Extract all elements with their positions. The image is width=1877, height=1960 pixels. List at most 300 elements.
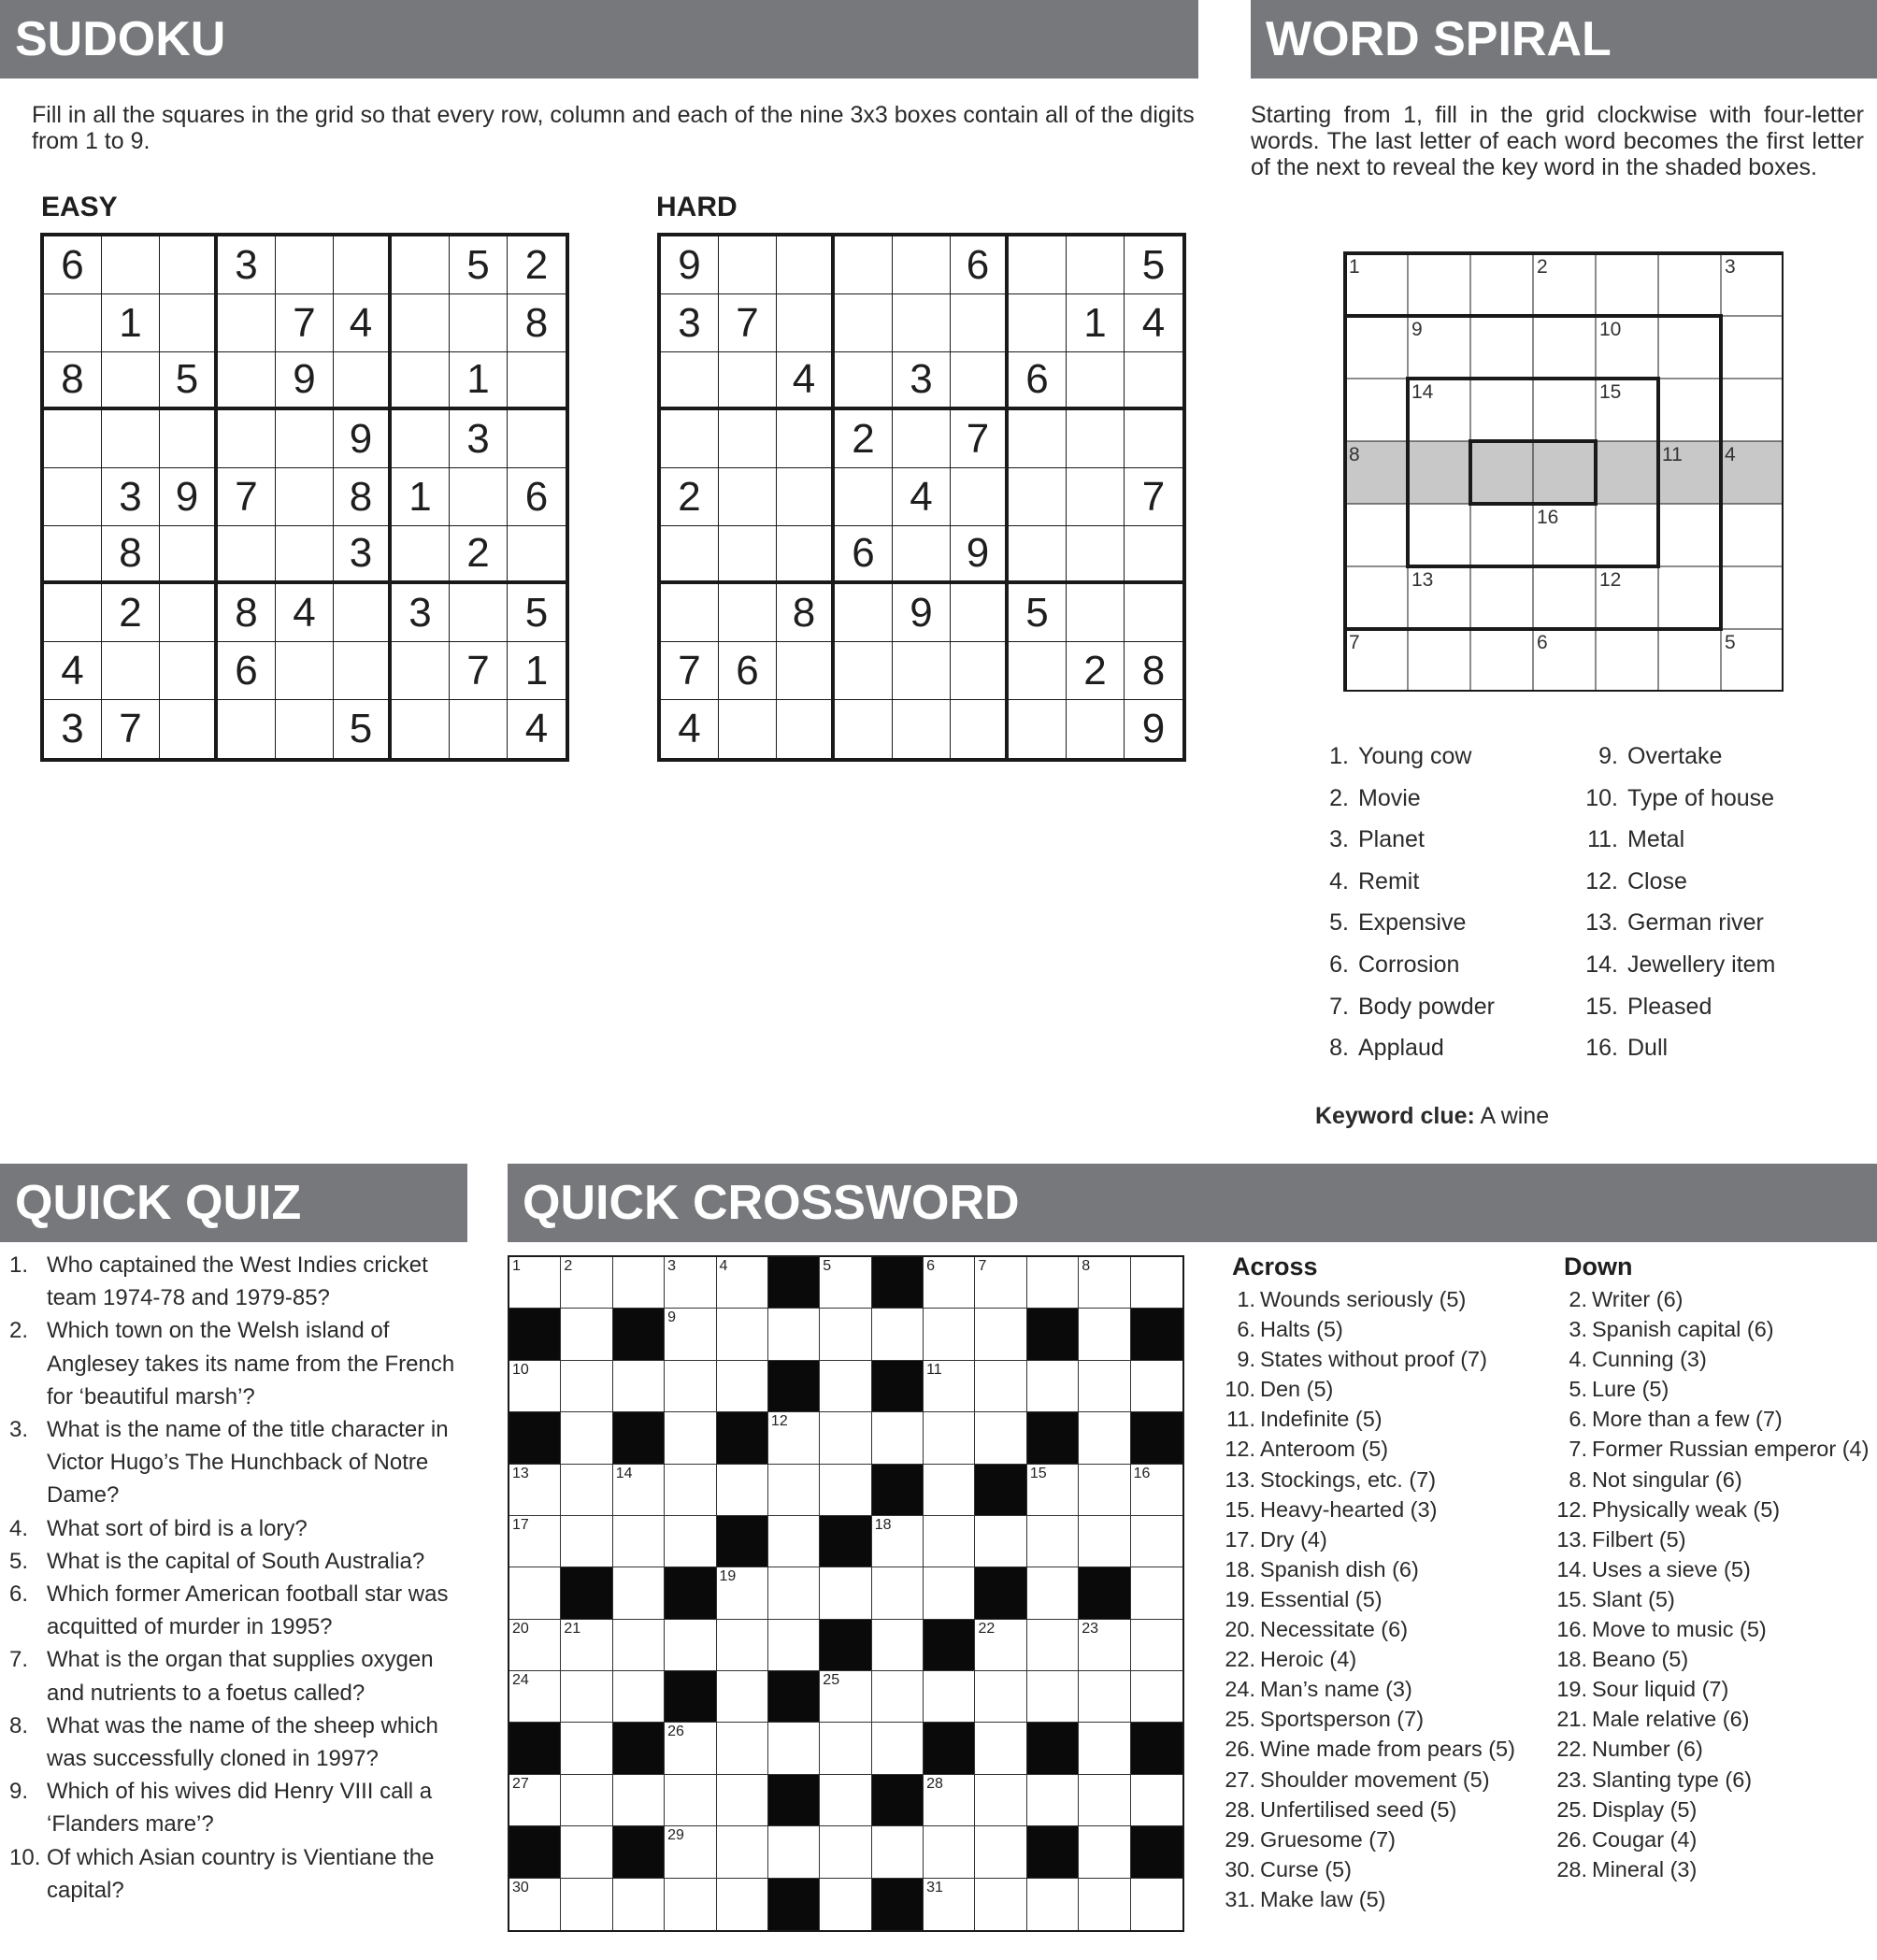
crossword-cell[interactable] (975, 1775, 1026, 1826)
easy-sudoku-cell[interactable] (276, 526, 334, 584)
crossword-cell[interactable] (1027, 1257, 1079, 1309)
hard-sudoku-cell[interactable] (777, 700, 835, 758)
easy-sudoku-cell[interactable]: 9 (160, 468, 218, 526)
hard-sudoku-cell[interactable]: 8 (1125, 642, 1182, 700)
crossword-cell[interactable] (665, 1826, 716, 1878)
crossword-cell[interactable] (1079, 1412, 1130, 1464)
crossword-cell[interactable] (665, 1775, 716, 1826)
quick-crossword-banner: QUICK CROSSWORD (508, 1164, 1877, 1242)
easy-sudoku-cell[interactable] (334, 352, 392, 410)
easy-sudoku-cell[interactable] (44, 410, 102, 468)
easy-sudoku-cell[interactable] (276, 700, 334, 758)
crossword-cell[interactable] (768, 1412, 820, 1464)
hard-sudoku-cell[interactable] (777, 236, 835, 294)
hard-sudoku-cell[interactable]: 7 (951, 410, 1009, 468)
crossword-cell[interactable] (1131, 1567, 1182, 1619)
crossword-cell[interactable] (872, 1516, 924, 1567)
crossword-cell[interactable] (1131, 1671, 1182, 1723)
easy-sudoku-cell[interactable] (102, 642, 160, 700)
hard-sudoku-cell[interactable] (1009, 526, 1067, 584)
crossword-black-square (1131, 1309, 1182, 1360)
easy-sudoku-cell[interactable] (160, 700, 218, 758)
crossword-cell[interactable] (561, 1361, 612, 1412)
easy-sudoku-cell[interactable] (218, 294, 276, 352)
hard-sudoku-cell[interactable] (1125, 352, 1182, 410)
crossword-cell[interactable] (820, 1567, 871, 1619)
crossword-cell[interactable] (1131, 1620, 1182, 1671)
crossword-cell[interactable] (924, 1671, 975, 1723)
easy-sudoku-cell[interactable] (392, 526, 450, 584)
hard-sudoku-cell[interactable]: 3 (893, 352, 951, 410)
crossword-cell[interactable] (1027, 1620, 1079, 1671)
hard-sudoku-cell[interactable]: 2 (1067, 642, 1125, 700)
hard-sudoku-cell[interactable] (1125, 410, 1182, 468)
crossword-cell[interactable] (820, 1412, 871, 1464)
easy-sudoku-cell[interactable]: 2 (450, 526, 508, 584)
easy-sudoku-cell[interactable] (450, 294, 508, 352)
hard-sudoku-cell[interactable]: 6 (1009, 352, 1067, 410)
easy-sudoku-cell[interactable] (392, 700, 450, 758)
crossword-cell[interactable] (665, 1620, 716, 1671)
crossword-cell[interactable] (717, 1567, 768, 1619)
crossword-cell[interactable] (613, 1465, 665, 1516)
hard-sudoku-cell[interactable] (1125, 526, 1182, 584)
crossword-cell[interactable] (561, 1775, 612, 1826)
hard-sudoku-cell[interactable]: 9 (1141, 706, 1166, 751)
hard-sudoku-cell[interactable]: 1 (1067, 294, 1125, 352)
easy-sudoku-cell[interactable]: 8 (334, 468, 392, 526)
easy-sudoku-cell[interactable] (160, 526, 218, 584)
crossword-cell[interactable] (509, 1879, 561, 1930)
easy-sudoku-cell[interactable]: 9 (334, 410, 392, 468)
easy-sudoku-cell[interactable] (102, 410, 160, 468)
down-clue-number: 28. (1556, 1856, 1587, 1881)
crossword-cell[interactable] (924, 1516, 975, 1567)
crossword-cell[interactable] (872, 1567, 924, 1619)
easy-sudoku-cell[interactable] (392, 352, 450, 410)
crossword-cell[interactable] (1027, 1879, 1079, 1930)
hard-sudoku-cell[interactable] (777, 410, 835, 468)
hard-sudoku-cell[interactable]: 9 (951, 526, 1009, 584)
easy-sudoku-cell[interactable]: 1 (102, 294, 160, 352)
easy-sudoku-cell[interactable] (218, 526, 276, 584)
crossword-cell[interactable] (1079, 1879, 1130, 1930)
hard-sudoku-cell[interactable] (1067, 700, 1125, 758)
crossword-cell[interactable] (561, 1879, 612, 1930)
crossword-cell[interactable] (613, 1879, 665, 1930)
hard-sudoku-cell[interactable] (661, 584, 719, 642)
crossword-cell[interactable] (975, 1412, 1026, 1464)
hard-sudoku-cell[interactable] (777, 294, 835, 352)
hard-sudoku-cell[interactable] (835, 700, 893, 758)
hard-sudoku-cell[interactable]: 7 (661, 642, 719, 700)
crossword-cell[interactable] (1079, 1671, 1130, 1723)
hard-sudoku-cell[interactable] (893, 294, 951, 352)
easy-sudoku-cell[interactable] (160, 642, 218, 700)
easy-sudoku-cell[interactable]: 3 (44, 700, 102, 758)
easy-sudoku-cell[interactable]: 4 (334, 294, 392, 352)
crossword-cell[interactable] (1027, 1567, 1079, 1619)
crossword-cell[interactable] (665, 1309, 716, 1360)
hard-sudoku-cell[interactable] (777, 642, 835, 700)
crossword-cell[interactable] (717, 1620, 768, 1671)
easy-sudoku-cell[interactable]: 2 (102, 584, 160, 642)
hard-sudoku-cell[interactable]: 8 (777, 584, 835, 642)
easy-sudoku-cell[interactable] (218, 700, 276, 758)
hard-sudoku-cell[interactable] (719, 700, 777, 758)
hard-sudoku-cell[interactable] (719, 236, 777, 294)
easy-sudoku-cell[interactable]: 3 (450, 410, 508, 468)
easy-sudoku-cell[interactable]: 8 (44, 352, 102, 410)
crossword-cell[interactable] (613, 1775, 665, 1826)
crossword-cell[interactable] (561, 1516, 612, 1567)
hard-sudoku-cell[interactable] (893, 410, 951, 468)
crossword-cell[interactable] (1079, 1516, 1130, 1567)
hard-sudoku-cell[interactable] (719, 468, 777, 526)
hard-sudoku-cell[interactable] (951, 468, 1009, 526)
easy-sudoku-cell[interactable] (276, 642, 334, 700)
crossword-cell[interactable] (561, 1465, 612, 1516)
spiral-clue (1325, 902, 1495, 944)
crossword-cell[interactable] (509, 1465, 561, 1516)
crossword-cell[interactable] (975, 1879, 1026, 1930)
crossword-cell[interactable] (975, 1620, 1026, 1671)
easy-sudoku-cell[interactable]: 9 (276, 352, 334, 410)
crossword-cell[interactable] (665, 1412, 716, 1464)
easy-sudoku-cell[interactable] (450, 700, 508, 758)
crossword-cell[interactable] (717, 1826, 768, 1878)
crossword-cell[interactable] (872, 1412, 924, 1464)
crossword-cell[interactable] (768, 1309, 820, 1360)
easy-sudoku-cell[interactable]: 1 (450, 352, 508, 410)
hard-sudoku-cell[interactable] (893, 642, 951, 700)
hard-sudoku-cell[interactable] (951, 584, 1009, 642)
easy-sudoku-cell[interactable] (508, 410, 566, 468)
easy-sudoku-cell[interactable] (334, 642, 392, 700)
easy-sudoku-cell[interactable]: 4 (524, 706, 549, 751)
easy-sudoku-cell[interactable]: 7 (450, 642, 508, 700)
easy-sudoku-cell[interactable] (160, 410, 218, 468)
easy-sudoku-cell[interactable] (44, 584, 102, 642)
easy-sudoku-cell[interactable] (44, 526, 102, 584)
crossword-cell[interactable] (872, 1826, 924, 1878)
hard-sudoku-cell[interactable] (661, 526, 719, 584)
crossword-cell[interactable] (613, 1567, 665, 1619)
crossword-cell[interactable] (717, 1723, 768, 1774)
crossword-cell[interactable] (665, 1465, 716, 1516)
hard-sudoku-cell[interactable]: 6 (951, 236, 1009, 294)
crossword-cell[interactable] (1079, 1465, 1130, 1516)
easy-sudoku-cell[interactable]: 8 (218, 584, 276, 642)
crossword-cell[interactable] (509, 1620, 561, 1671)
easy-sudoku-cell[interactable]: 8 (102, 526, 160, 584)
crossword-cell[interactable] (975, 1723, 1026, 1774)
crossword-cell[interactable] (768, 1723, 820, 1774)
easy-sudoku-cell[interactable]: 4 (276, 584, 334, 642)
crossword-cell[interactable] (820, 1775, 871, 1826)
crossword-cell[interactable] (1027, 1465, 1079, 1516)
hard-sudoku-cell[interactable] (835, 468, 893, 526)
easy-sudoku-cell[interactable] (392, 294, 450, 352)
crossword-cell[interactable] (975, 1826, 1026, 1878)
crossword-cell[interactable] (1131, 1879, 1182, 1930)
crossword-black-square (717, 1516, 768, 1567)
crossword-cell[interactable] (665, 1723, 716, 1774)
easy-sudoku-cell[interactable] (276, 236, 334, 294)
crossword-cell[interactable] (1079, 1309, 1130, 1360)
crossword-cell[interactable] (924, 1826, 975, 1878)
crossword-cell[interactable] (1131, 1257, 1182, 1309)
crossword-cell[interactable] (1027, 1775, 1079, 1826)
hard-sudoku-cell[interactable] (719, 526, 777, 584)
easy-sudoku-cell[interactable]: 7 (102, 700, 160, 758)
crossword-cell[interactable] (613, 1620, 665, 1671)
easy-sudoku-cell[interactable]: 5 (450, 236, 508, 294)
easy-sudoku-cell[interactable]: 1 (508, 642, 566, 700)
easy-sudoku-cell[interactable]: 6 (44, 236, 102, 294)
hard-sudoku-cell[interactable] (835, 236, 893, 294)
crossword-cell[interactable] (509, 1516, 561, 1567)
crossword-cell-number: 30 (512, 1879, 529, 1896)
crossword-cell[interactable] (1079, 1361, 1130, 1412)
crossword-cell[interactable] (820, 1309, 871, 1360)
crossword-cell[interactable] (768, 1567, 820, 1619)
crossword-black-square (872, 1879, 924, 1930)
crossword-cell[interactable] (509, 1361, 561, 1412)
hard-sudoku-cell[interactable] (893, 526, 951, 584)
crossword-cell[interactable] (717, 1465, 768, 1516)
hard-sudoku-cell[interactable] (1067, 236, 1125, 294)
crossword-cell[interactable] (561, 1671, 612, 1723)
easy-sudoku-cell[interactable]: 3 (392, 584, 450, 642)
crossword-cell[interactable] (820, 1257, 871, 1309)
easy-sudoku-cell[interactable] (334, 584, 392, 642)
crossword-cell[interactable] (820, 1826, 871, 1878)
hard-sudoku-cell[interactable] (1009, 236, 1067, 294)
easy-sudoku-cell[interactable] (334, 236, 392, 294)
crossword-cell[interactable] (665, 1516, 716, 1567)
easy-sudoku-cell[interactable]: 1 (392, 468, 450, 526)
hard-sudoku-cell[interactable] (1125, 584, 1182, 642)
easy-sudoku-cell[interactable] (102, 352, 160, 410)
easy-sudoku-cell[interactable]: 5 (160, 352, 218, 410)
crossword-cell[interactable] (768, 1465, 820, 1516)
hard-sudoku-cell[interactable]: 7 (1125, 468, 1182, 526)
hard-sudoku-cell[interactable]: 4 (661, 700, 719, 758)
crossword-cell[interactable] (975, 1671, 1026, 1723)
crossword-cell[interactable] (924, 1412, 975, 1464)
crossword-cell[interactable] (924, 1309, 975, 1360)
crossword-cell[interactable] (1027, 1361, 1079, 1412)
crossword-cell[interactable] (820, 1361, 871, 1412)
hard-sudoku-cell[interactable] (951, 352, 1009, 410)
hard-sudoku-cell[interactable] (1067, 584, 1125, 642)
hard-sudoku-cell[interactable]: 4 (777, 352, 835, 410)
crossword-cell[interactable] (975, 1516, 1026, 1567)
crossword-cell[interactable] (924, 1567, 975, 1619)
easy-sudoku-cell[interactable] (218, 352, 276, 410)
crossword-cell[interactable] (924, 1775, 975, 1826)
hard-sudoku-cell[interactable]: 7 (719, 294, 777, 352)
crossword-cell[interactable] (924, 1465, 975, 1516)
crossword-cell[interactable] (1079, 1723, 1130, 1774)
easy-sudoku-cell[interactable]: 4 (44, 642, 102, 700)
crossword-cell[interactable] (768, 1826, 820, 1878)
hard-sudoku-cell[interactable]: 2 (835, 410, 893, 468)
crossword-cell[interactable] (975, 1309, 1026, 1360)
hard-sudoku-cell[interactable]: 3 (661, 294, 719, 352)
crossword-cell[interactable] (613, 1671, 665, 1723)
crossword-cell[interactable] (1079, 1257, 1130, 1309)
crossword-cell[interactable] (561, 1723, 612, 1774)
hard-sudoku-cell[interactable]: 4 (1125, 294, 1182, 352)
hard-sudoku-cell[interactable] (893, 236, 951, 294)
hard-sudoku-cell[interactable]: 2 (661, 468, 719, 526)
crossword-cell[interactable] (975, 1361, 1026, 1412)
hard-sudoku-cell[interactable] (1067, 410, 1125, 468)
hard-sudoku-cell[interactable] (1067, 526, 1125, 584)
easy-sudoku-cell[interactable] (218, 410, 276, 468)
hard-sudoku-cell[interactable]: 9 (893, 584, 951, 642)
hard-sudoku-cell[interactable] (1067, 468, 1125, 526)
hard-sudoku-cell[interactable]: 6 (719, 642, 777, 700)
crossword-cell[interactable] (717, 1361, 768, 1412)
hard-sudoku-cell[interactable] (1009, 700, 1067, 758)
hard-sudoku-cell[interactable]: 6 (835, 526, 893, 584)
crossword-cell[interactable] (924, 1257, 975, 1309)
crossword-cell[interactable] (613, 1516, 665, 1567)
easy-sudoku-cell[interactable]: 5 (508, 584, 566, 642)
easy-sudoku-cell[interactable]: 3 (334, 526, 392, 584)
crossword-cell[interactable] (561, 1826, 612, 1878)
easy-sudoku-cell[interactable]: 3 (218, 236, 276, 294)
crossword-cell[interactable] (1079, 1826, 1130, 1878)
easy-sudoku-cell[interactable]: 5 (334, 700, 392, 758)
crossword-cell[interactable] (613, 1361, 665, 1412)
easy-sudoku-cell[interactable]: 6 (508, 468, 566, 526)
crossword-cell[interactable] (509, 1775, 561, 1826)
hard-sudoku-cell[interactable]: 5 (1009, 584, 1067, 642)
easy-sudoku-cell[interactable]: 7 (218, 468, 276, 526)
crossword-cell[interactable] (1027, 1516, 1079, 1567)
crossword-cell[interactable] (1027, 1671, 1079, 1723)
crossword-cell[interactable] (1079, 1775, 1130, 1826)
crossword-cell[interactable] (613, 1257, 665, 1309)
easy-sudoku-cell[interactable] (276, 410, 334, 468)
hard-sudoku-cell[interactable] (1009, 294, 1067, 352)
easy-sudoku-cell[interactable]: 2 (508, 236, 566, 294)
hard-sudoku-cell[interactable] (835, 352, 893, 410)
hard-sudoku-cell[interactable] (777, 468, 835, 526)
hard-sudoku-cell[interactable] (719, 352, 777, 410)
hard-sudoku-cell[interactable] (951, 294, 1009, 352)
crossword-cell[interactable] (872, 1723, 924, 1774)
easy-sudoku-cell[interactable] (508, 352, 566, 410)
crossword-cell[interactable] (820, 1671, 871, 1723)
easy-sudoku-cell[interactable] (392, 410, 450, 468)
hard-sudoku-cell[interactable]: 4 (893, 468, 951, 526)
crossword-cell[interactable] (1131, 1516, 1182, 1567)
hard-sudoku-cell[interactable] (719, 584, 777, 642)
crossword-cell[interactable] (820, 1879, 871, 1930)
hard-sudoku-cell[interactable] (719, 410, 777, 468)
crossword-cell[interactable] (872, 1309, 924, 1360)
crossword-cell[interactable] (924, 1879, 975, 1930)
crossword-cell[interactable] (717, 1257, 768, 1309)
crossword-cell[interactable] (768, 1620, 820, 1671)
easy-sudoku-cell[interactable]: 3 (102, 468, 160, 526)
hard-sudoku-cell[interactable] (1009, 468, 1067, 526)
easy-sudoku-cell[interactable] (392, 236, 450, 294)
crossword-cell[interactable] (509, 1257, 561, 1309)
easy-sudoku-cell[interactable] (276, 468, 334, 526)
hard-sudoku-cell[interactable] (661, 410, 719, 468)
hard-sudoku-cell[interactable] (1009, 410, 1067, 468)
crossword-cell[interactable] (717, 1879, 768, 1930)
hard-sudoku-cell[interactable] (835, 294, 893, 352)
crossword-cell[interactable] (768, 1516, 820, 1567)
crossword-cell[interactable] (975, 1257, 1026, 1309)
crossword-cell[interactable] (665, 1257, 716, 1309)
hard-sudoku-cell[interactable] (835, 584, 893, 642)
crossword-cell[interactable] (717, 1309, 768, 1360)
crossword-cell[interactable] (665, 1361, 716, 1412)
hard-sudoku-cell[interactable] (951, 642, 1009, 700)
crossword-cell[interactable] (820, 1723, 871, 1774)
crossword-cell[interactable] (561, 1620, 612, 1671)
easy-sudoku-cell[interactable]: 6 (218, 642, 276, 700)
easy-sudoku-cell[interactable] (450, 468, 508, 526)
easy-sudoku-cell[interactable] (160, 236, 218, 294)
crossword-cell[interactable] (561, 1309, 612, 1360)
easy-sudoku-cell[interactable] (508, 526, 566, 584)
hard-sudoku-cell[interactable] (1067, 352, 1125, 410)
easy-sudoku-cell[interactable] (102, 236, 160, 294)
crossword-cell[interactable] (1131, 1775, 1182, 1826)
crossword-cell[interactable] (872, 1671, 924, 1723)
crossword-cell[interactable] (561, 1412, 612, 1464)
crossword-cell[interactable] (1131, 1465, 1182, 1516)
crossword-cell[interactable] (509, 1567, 561, 1619)
hard-sudoku-cell[interactable] (1009, 642, 1067, 700)
crossword-cell[interactable] (509, 1671, 561, 1723)
easy-sudoku-cell[interactable] (44, 294, 102, 352)
hard-sudoku-cell[interactable] (893, 700, 951, 758)
easy-sudoku-cell[interactable] (44, 468, 102, 526)
easy-sudoku-cell[interactable]: 8 (508, 294, 566, 352)
easy-sudoku-cell[interactable] (450, 584, 508, 642)
easy-sudoku-cell[interactable] (160, 584, 218, 642)
crossword-cell[interactable] (924, 1361, 975, 1412)
crossword-cell[interactable] (1079, 1620, 1130, 1671)
crossword-cell[interactable] (561, 1257, 612, 1309)
easy-sudoku-cell[interactable]: 7 (276, 294, 334, 352)
crossword-cell[interactable] (1131, 1361, 1182, 1412)
easy-sudoku-cell[interactable] (392, 642, 450, 700)
crossword-cell[interactable] (820, 1465, 871, 1516)
hard-sudoku-cell[interactable] (661, 352, 719, 410)
crossword-cell[interactable] (872, 1620, 924, 1671)
hard-sudoku-cell[interactable]: 9 (661, 236, 719, 294)
hard-sudoku-cell[interactable] (951, 700, 1009, 758)
crossword-cell[interactable] (717, 1671, 768, 1723)
easy-sudoku-cell[interactable] (160, 294, 218, 352)
crossword-cell[interactable] (665, 1879, 716, 1930)
crossword-cell[interactable] (717, 1775, 768, 1826)
hard-sudoku-cell[interactable] (777, 526, 835, 584)
hard-sudoku-cell[interactable]: 5 (1125, 236, 1182, 294)
hard-sudoku-cell[interactable] (835, 642, 893, 700)
